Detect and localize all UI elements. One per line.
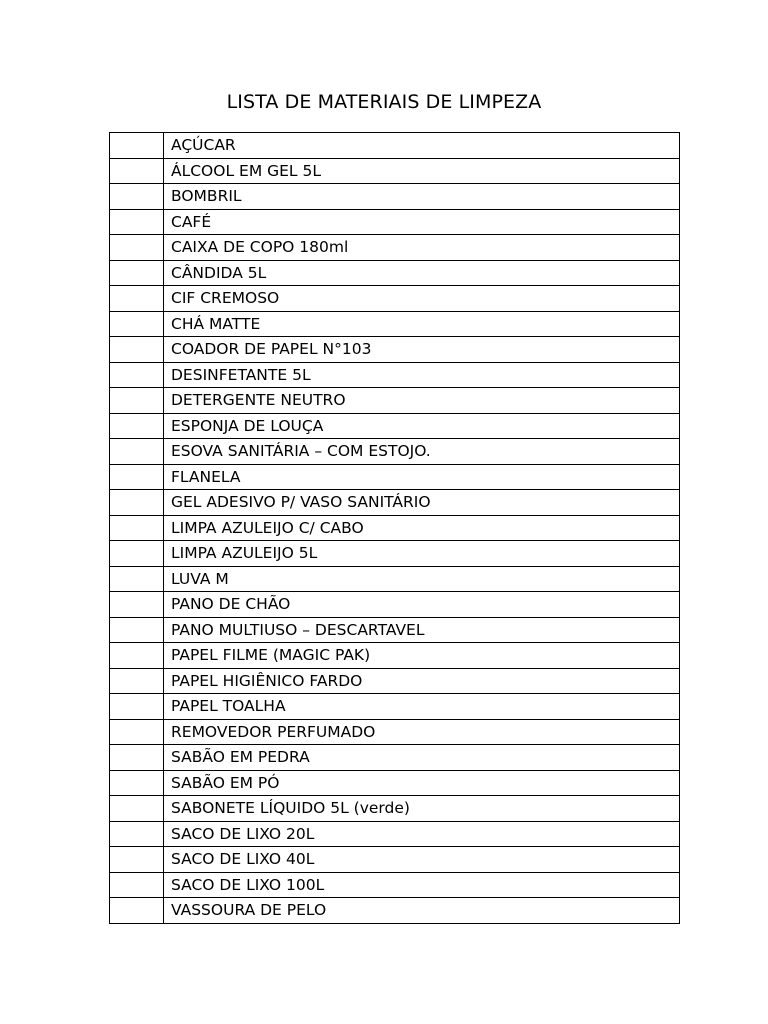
item-name-cell: VASSOURA DE PELO: [164, 898, 680, 924]
table-row: [110, 821, 680, 847]
quantity-cell: [110, 439, 164, 465]
quantity-cell: [110, 770, 164, 796]
item-name-cell: CAFÉ: [164, 209, 680, 235]
item-name-cell: DETERGENTE NEUTRO: [164, 388, 680, 414]
item-name-cell: REMOVEDOR PERFUMADO: [164, 719, 680, 745]
quantity-cell: [110, 719, 164, 745]
item-name-cell: PANO MULTIUSO – DESCARTAVEL: [164, 617, 680, 643]
table-row: [110, 515, 680, 541]
table-row: [110, 439, 680, 465]
item-name-cell: AÇÚCAR: [164, 133, 680, 159]
quantity-cell: [110, 541, 164, 567]
item-name-cell: SABONETE LÍQUIDO 5L (verde): [164, 796, 680, 822]
table-row: [110, 337, 680, 363]
item-name-cell: ESPONJA DE LOUÇA: [164, 413, 680, 439]
quantity-cell: [110, 566, 164, 592]
item-name-cell: PAPEL TOALHA: [164, 694, 680, 720]
quantity-cell: [110, 311, 164, 337]
quantity-cell: [110, 898, 164, 924]
table-row: [110, 464, 680, 490]
item-name-cell: PAPEL FILME (MAGIC PAK): [164, 643, 680, 669]
item-name-cell: SACO DE LIXO 100L: [164, 872, 680, 898]
quantity-cell: [110, 515, 164, 541]
table-row: [110, 413, 680, 439]
table-row: [110, 872, 680, 898]
item-name-cell: LIMPA AZULEIJO C/ CABO: [164, 515, 680, 541]
table-row: [110, 490, 680, 516]
quantity-cell: [110, 286, 164, 312]
table-row: [110, 541, 680, 567]
item-name-cell: LIMPA AZULEIJO 5L: [164, 541, 680, 567]
quantity-cell: [110, 209, 164, 235]
item-name-cell: CAIXA DE COPO 180ml: [164, 235, 680, 261]
item-name-cell: BOMBRIL: [164, 184, 680, 210]
quantity-cell: [110, 643, 164, 669]
quantity-cell: [110, 872, 164, 898]
table-row: [110, 770, 680, 796]
item-name-cell: LUVA M: [164, 566, 680, 592]
table-row: [110, 668, 680, 694]
item-name-cell: DESINFETANTE 5L: [164, 362, 680, 388]
quantity-cell: [110, 133, 164, 159]
table-row: [110, 719, 680, 745]
item-name-cell: ÁLCOOL EM GEL 5L: [164, 158, 680, 184]
quantity-cell: [110, 592, 164, 618]
quantity-cell: [110, 464, 164, 490]
item-name-cell: CÂNDIDA 5L: [164, 260, 680, 286]
table-row: [110, 184, 680, 210]
materials-table-body: [110, 133, 680, 924]
quantity-cell: [110, 745, 164, 771]
quantity-cell: [110, 184, 164, 210]
table-row: [110, 796, 680, 822]
item-name-cell: PAPEL HIGIÊNICO FARDO: [164, 668, 680, 694]
table-row: [110, 847, 680, 873]
item-name-cell: SACO DE LIXO 20L: [164, 821, 680, 847]
item-name-cell: ESOVA SANITÁRIA – COM ESTOJO.: [164, 439, 680, 465]
quantity-cell: [110, 617, 164, 643]
table-row: [110, 209, 680, 235]
table-row: [110, 286, 680, 312]
quantity-cell: [110, 694, 164, 720]
quantity-cell: [110, 235, 164, 261]
quantity-cell: [110, 337, 164, 363]
page-title: LISTA DE MATERIAIS DE LIMPEZA: [226, 91, 542, 113]
item-name-cell: PANO DE CHÃO: [164, 592, 680, 618]
table-row: [110, 694, 680, 720]
materials-table: [109, 132, 680, 924]
table-row: [110, 260, 680, 286]
table-row: [110, 133, 680, 159]
table-row: [110, 745, 680, 771]
table-row: [110, 362, 680, 388]
item-name-cell: CHÁ MATTE: [164, 311, 680, 337]
quantity-cell: [110, 796, 164, 822]
table-row: [110, 592, 680, 618]
item-name-cell: SACO DE LIXO 40L: [164, 847, 680, 873]
item-name-cell: GEL ADESIVO P/ VASO SANITÁRIO: [164, 490, 680, 516]
item-name-cell: CIF CREMOSO: [164, 286, 680, 312]
quantity-cell: [110, 260, 164, 286]
quantity-cell: [110, 158, 164, 184]
table-row: [110, 617, 680, 643]
item-name-cell: SABÃO EM PÓ: [164, 770, 680, 796]
table-row: [110, 388, 680, 414]
item-name-cell: COADOR DE PAPEL N°103: [164, 337, 680, 363]
table-row: [110, 566, 680, 592]
quantity-cell: [110, 362, 164, 388]
quantity-cell: [110, 847, 164, 873]
quantity-cell: [110, 413, 164, 439]
table-row: [110, 158, 680, 184]
table-row: [110, 311, 680, 337]
table-row: [110, 898, 680, 924]
quantity-cell: [110, 668, 164, 694]
table-row: [110, 235, 680, 261]
quantity-cell: [110, 490, 164, 516]
item-name-cell: SABÃO EM PEDRA: [164, 745, 680, 771]
item-name-cell: FLANELA: [164, 464, 680, 490]
quantity-cell: [110, 388, 164, 414]
quantity-cell: [110, 821, 164, 847]
table-row: [110, 643, 680, 669]
